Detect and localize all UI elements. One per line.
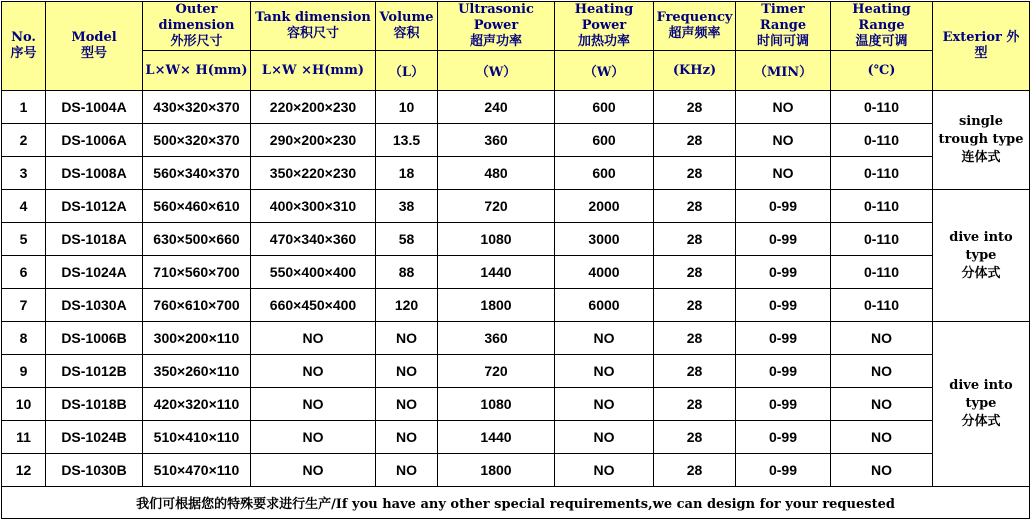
header-no: No. 序号	[2, 2, 46, 91]
cell-outer: 420×320×110	[143, 388, 251, 421]
cell-no: 5	[2, 223, 46, 256]
cell-tank: NO	[251, 388, 376, 421]
cell-volume: 88	[376, 256, 438, 289]
cell-heating: 6000	[555, 289, 654, 322]
cell-range: 0-110	[831, 256, 933, 289]
header-heating-range: Heating Range 温度可调	[831, 2, 933, 51]
table-row	[2, 322, 1030, 355]
cell-timer: 0-99	[736, 256, 831, 289]
header-exterior: Exterior 外 型	[933, 2, 1030, 91]
cell-outer: 710×560×700	[143, 256, 251, 289]
cell-ultrasonic: 360	[438, 124, 555, 157]
cell-heating: 600	[555, 124, 654, 157]
cell-ultrasonic: 720	[438, 190, 555, 223]
unit-ultrasonic: （W）	[438, 51, 555, 91]
table-row	[2, 124, 1030, 157]
table-row	[2, 190, 1030, 223]
cell-volume: NO	[376, 421, 438, 454]
cell-timer: NO	[736, 124, 831, 157]
cell-timer: NO	[736, 157, 831, 190]
cell-model: DS-1024B	[46, 421, 143, 454]
cell-outer: 510×470×110	[143, 454, 251, 487]
cell-range: NO	[831, 454, 933, 487]
cell-volume: 10	[376, 91, 438, 124]
unit-timer: （MIN）	[736, 51, 831, 91]
exterior-line: dive into	[949, 378, 1013, 393]
unit-tank: L×W ×H(mm)	[251, 51, 376, 91]
exterior-line: 分体式	[961, 265, 1001, 281]
cell-timer: 0-99	[736, 190, 831, 223]
cell-tank: 470×340×360	[251, 223, 376, 256]
header-tank-dimension: Tank dimension 容积尺寸	[251, 2, 376, 51]
cell-tank: 220×200×230	[251, 91, 376, 124]
header-ultrasonic-power: Ultrasonic Power 超声功率	[438, 2, 555, 51]
cell-outer: 760×610×700	[143, 289, 251, 322]
cell-model: DS-1006B	[46, 322, 143, 355]
cell-freq: 28	[654, 124, 736, 157]
cell-volume: 120	[376, 289, 438, 322]
exterior-type	[933, 322, 1030, 487]
cell-heating: 4000	[555, 256, 654, 289]
cell-outer: 560×460×610	[143, 190, 251, 223]
cell-model: DS-1006A	[46, 124, 143, 157]
cell-model: DS-1018B	[46, 388, 143, 421]
cell-outer: 560×340×370	[143, 157, 251, 190]
exterior-line: trough type	[938, 132, 1024, 147]
cell-heating: NO	[555, 322, 654, 355]
cell-heating: 600	[555, 157, 654, 190]
cell-tank: 550×400×400	[251, 256, 376, 289]
exterior-line: type	[965, 247, 997, 263]
cell-tank: 660×450×400	[251, 289, 376, 322]
footer-note: 我们可根据您的特殊要求进行生产/If you have any other special requirements,we can design for your requested	[2, 487, 1030, 519]
cell-freq: 28	[654, 223, 736, 256]
cell-heating: NO	[555, 421, 654, 454]
cell-timer: 0-99	[736, 421, 831, 454]
cell-tank: 290×200×230	[251, 124, 376, 157]
cell-model: DS-1004A	[46, 91, 143, 124]
cell-range: 0-110	[831, 223, 933, 256]
cell-heating: 2000	[555, 190, 654, 223]
cell-timer: 0-99	[736, 322, 831, 355]
cell-heating: NO	[555, 388, 654, 421]
cell-timer: 0-99	[736, 289, 831, 322]
table-row	[2, 256, 1030, 289]
cell-heating: 600	[555, 91, 654, 124]
cell-no: 1	[2, 91, 46, 124]
unit-heating-range: (℃)	[831, 51, 933, 91]
spec-table	[1, 1, 1030, 519]
table-row	[2, 388, 1030, 421]
cell-volume: 58	[376, 223, 438, 256]
cell-timer: 0-99	[736, 223, 831, 256]
cell-tank: 400×300×310	[251, 190, 376, 223]
cell-model: DS-1018A	[46, 223, 143, 256]
cell-ultrasonic: 1080	[438, 388, 555, 421]
exterior-line: type	[965, 396, 997, 411]
cell-timer: 0-99	[736, 454, 831, 487]
cell-model: DS-1012B	[46, 355, 143, 388]
cell-range: NO	[831, 421, 933, 454]
cell-no: 11	[2, 421, 46, 454]
cell-no: 7	[2, 289, 46, 322]
cell-volume: NO	[376, 454, 438, 487]
cell-timer: 0-99	[736, 388, 831, 421]
unit-outer: L×W× H(mm)	[143, 51, 251, 91]
cell-outer: 500×320×370	[143, 124, 251, 157]
cell-ultrasonic: 1440	[438, 421, 555, 454]
cell-range: NO	[831, 322, 933, 355]
header-model: Model 型号	[46, 2, 143, 91]
cell-volume: NO	[376, 388, 438, 421]
cell-freq: 28	[654, 322, 736, 355]
cell-heating: NO	[555, 454, 654, 487]
table-row	[2, 355, 1030, 388]
cell-ultrasonic: 1440	[438, 256, 555, 289]
table-row	[2, 454, 1030, 487]
cell-range: 0-110	[831, 157, 933, 190]
cell-outer: 630×500×660	[143, 223, 251, 256]
cell-tank: 350×220×230	[251, 157, 376, 190]
cell-model: DS-1008A	[46, 157, 143, 190]
cell-ultrasonic: 240	[438, 91, 555, 124]
cell-model: DS-1030A	[46, 289, 143, 322]
cell-no: 4	[2, 190, 46, 223]
cell-outer: 510×410×110	[143, 421, 251, 454]
header-frequency: Frequency 超声频率	[654, 2, 736, 51]
exterior-type	[933, 190, 1030, 322]
table-row	[2, 421, 1030, 454]
table-row	[2, 223, 1030, 256]
cell-volume: 38	[376, 190, 438, 223]
unit-frequency: (KHz)	[654, 51, 736, 91]
cell-no: 6	[2, 256, 46, 289]
cell-outer: 300×200×110	[143, 322, 251, 355]
cell-volume: NO	[376, 322, 438, 355]
cell-freq: 28	[654, 157, 736, 190]
header-volume: Volume 容积	[376, 2, 438, 51]
table-row	[2, 289, 1030, 322]
cell-range: 0-110	[831, 289, 933, 322]
exterior-line: 分体式	[961, 414, 1001, 429]
cell-ultrasonic: 1800	[438, 454, 555, 487]
cell-range: 0-110	[831, 91, 933, 124]
cell-timer: 0-99	[736, 355, 831, 388]
cell-tank: NO	[251, 355, 376, 388]
exterior-line: 连体式	[961, 150, 1001, 165]
header-heating-power: Heating Power 加热功率	[555, 2, 654, 51]
cell-freq: 28	[654, 190, 736, 223]
cell-freq: 28	[654, 355, 736, 388]
cell-no: 2	[2, 124, 46, 157]
table-row	[2, 157, 1030, 190]
cell-no: 3	[2, 157, 46, 190]
cell-volume: 18	[376, 157, 438, 190]
cell-range: 0-110	[831, 124, 933, 157]
cell-no: 12	[2, 454, 46, 487]
exterior-line: single	[958, 114, 1003, 129]
cell-ultrasonic: 720	[438, 355, 555, 388]
cell-no: 8	[2, 322, 46, 355]
header-outer-dimension: Outer dimension 外形尺寸	[143, 2, 251, 51]
cell-volume: 13.5	[376, 124, 438, 157]
cell-freq: 28	[654, 388, 736, 421]
cell-freq: 28	[654, 256, 736, 289]
cell-range: NO	[831, 388, 933, 421]
cell-model: DS-1030B	[46, 454, 143, 487]
cell-model: DS-1024A	[46, 256, 143, 289]
table-row	[2, 91, 1030, 124]
cell-freq: 28	[654, 91, 736, 124]
cell-freq: 28	[654, 454, 736, 487]
cell-range: NO	[831, 355, 933, 388]
cell-no: 10	[2, 388, 46, 421]
cell-freq: 28	[654, 289, 736, 322]
cell-ultrasonic: 1800	[438, 289, 555, 322]
cell-heating: 3000	[555, 223, 654, 256]
cell-volume: NO	[376, 355, 438, 388]
cell-outer: 430×320×370	[143, 91, 251, 124]
exterior-type	[933, 91, 1030, 190]
exterior-line: dive into	[949, 229, 1013, 245]
cell-no: 9	[2, 355, 46, 388]
unit-heating: （W）	[555, 51, 654, 91]
cell-heating: NO	[555, 355, 654, 388]
cell-outer: 350×260×110	[143, 355, 251, 388]
cell-tank: NO	[251, 322, 376, 355]
cell-tank: NO	[251, 421, 376, 454]
cell-freq: 28	[654, 421, 736, 454]
cell-ultrasonic: 360	[438, 322, 555, 355]
cell-model: DS-1012A	[46, 190, 143, 223]
cell-tank: NO	[251, 454, 376, 487]
cell-range: 0-110	[831, 190, 933, 223]
cell-ultrasonic: 480	[438, 157, 555, 190]
cell-ultrasonic: 1080	[438, 223, 555, 256]
unit-volume: （L）	[376, 51, 438, 91]
cell-timer: NO	[736, 91, 831, 124]
header-timer-range: Timer Range 时间可调	[736, 2, 831, 51]
